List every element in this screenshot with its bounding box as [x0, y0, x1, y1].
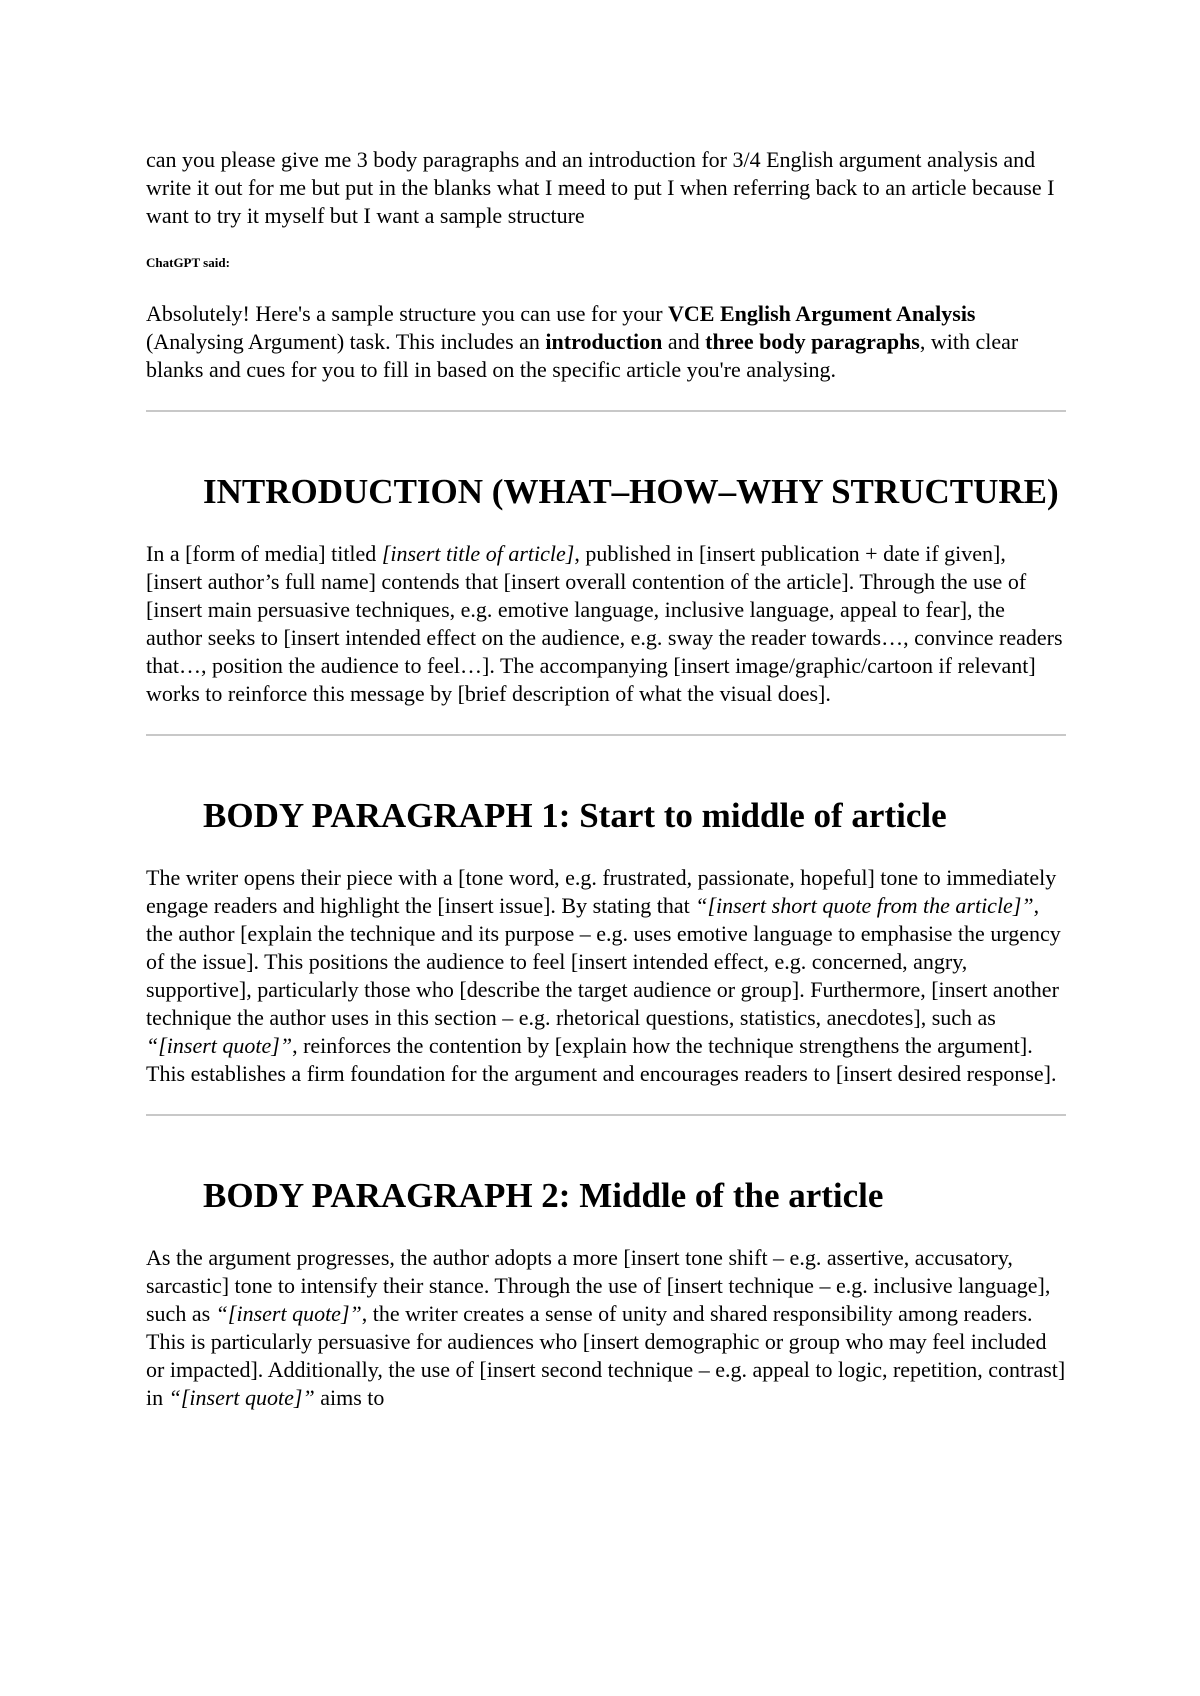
body2-italic-2: “[insert quote]” [168, 1385, 315, 1410]
body1-italic-2: “[insert quote]” [146, 1033, 293, 1058]
body2-text-2: , the writer creates a sense of unity and shared responsibility among readers. This is particularly persuasive for audiences who [insert demographic or group who may feel included or impacted]. Additionally, the use of [insert second technique – e.g. appeal to logic, repetition, contrast] in [146, 1301, 1066, 1410]
introduction-paragraph [146, 540, 1066, 708]
reply-intro-bold-1: VCE English Argument Analysis [668, 301, 976, 326]
document-page [146, 146, 1066, 1412]
section-divider [146, 734, 1066, 736]
body2-text-3: aims to [314, 1385, 385, 1410]
introduction-heading: INTRODUCTION (WHAT–HOW–WHY STRUCTURE) [203, 472, 1059, 511]
reply-intro-text-4: , with clear blanks and cues for you to fill in based on the specific article you're analysing. [146, 329, 1019, 382]
body1-text-3: , reinforces the contention by [explain how the technique strengthens the argument]. This establishes a firm foundation for the argument and encourages readers to [insert desired response]. [146, 1033, 1057, 1086]
reply-intro-text-3: and [662, 329, 706, 354]
section-divider [146, 1114, 1066, 1116]
body-paragraph-2 [146, 1244, 1066, 1412]
body1-text-1: The writer opens their piece with a [tone word, e.g. frustrated, passionate, hopeful] tone to immediately engage readers and highlight the [insert issue]. By stating that [146, 865, 1057, 918]
user-message: can you please give me 3 body paragraphs and an introduction for 3/4 English argument analysis and write it out for me but put in the blanks what I meed to put I when referring back to an article because I want to try it myself but I want a sample structure [146, 147, 1055, 228]
reply-intro-bold-2: introduction [545, 329, 663, 354]
body-paragraph-2-heading: BODY PARAGRAPH 2: Middle of the article [203, 1176, 884, 1215]
reply-intro-text-1: Absolutely! Here's a sample structure you can use for your [146, 301, 669, 326]
body-paragraph-1 [146, 864, 1066, 1088]
reply-intro-paragraph [146, 300, 1066, 384]
body2-italic-1: “[insert quote]” [215, 1301, 362, 1326]
reply-intro-text-2: (Analysing Argument) task. This includes an [146, 329, 546, 354]
body-paragraph-1-heading: BODY PARAGRAPH 1: Start to middle of article [203, 796, 947, 835]
body1-italic-1: “[insert short quote from the article]” [695, 893, 1034, 918]
introduction-text-2: , published in [insert publication + date if given], [insert author’s full name] contends that [insert overall contention of the article]. Through the use of [insert main persuasive techniques, e.g. emotive language, inclusive language, appeal to fear], the author seeks to [insert intended effect on the audience, e.g. sway the reader towards…, convince readers that…, position the audience to feel…]. The accompanying [insert image/graphic/cartoon if relevant] works to reinforce this message by [brief description of what the visual does]. [146, 541, 1063, 706]
body2-text-1: As the argument progresses, the author adopts a more [insert tone shift – e.g. assertive, accusatory, sarcastic] tone to intensify their stance. Through the use of [insert technique – e.g. inclusive language], such as [146, 1245, 1051, 1326]
body1-text-2: , the author [explain the technique and its purpose – e.g. uses emotive language to emphasise the urgency of the issue]. This positions the audience to feel [insert intended effect, e.g. concerned, angry, supportive], particularly those who [describe the target audience or group]. Furthermore, [insert another technique the author uses in this section – e.g. rhetorical questions, statistics, anecdotes], such as [146, 893, 1061, 1030]
introduction-italic-1: [insert title of article] [381, 541, 575, 566]
reply-intro-bold-3: three body paragraphs [705, 329, 920, 354]
speaker-label: ChatGPT said: [146, 255, 230, 270]
introduction-text-1: In a [form of media] titled [146, 541, 382, 566]
section-divider [146, 410, 1066, 412]
